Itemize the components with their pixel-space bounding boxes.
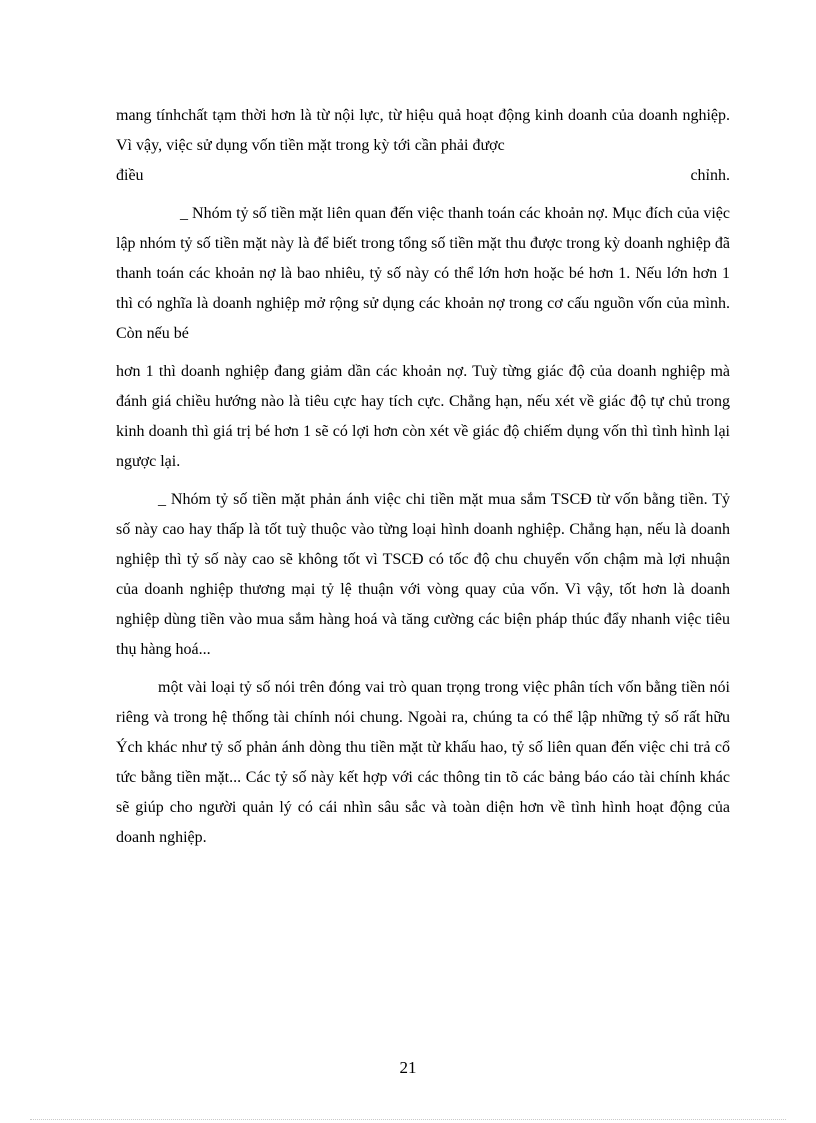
paragraph-2-part-2: hơn 1 thì doanh nghiệp đang giảm dần các khoản nợ. Tuỳ từng giác độ của doanh nghiệp mà đánh giá chiều hướng nào là tiêu cực hay tích cực. Chẳng hạn, nếu xét về giác độ tự chủ trong kinh doanh thì giá trị bé hơn 1 sẽ có lợi hơn còn xét về giác độ chiếm dụng vốn thì tình hình lại ngược lại. (116, 363, 730, 470)
paragraph-4: một vài loại tỷ số nói trên đóng vai trò quan trọng trong việc phân tích vốn bằng tiền nói riêng và trong hệ thống tài chính nói chung. Ngoài ra, chúng ta có thể lập những tỷ số rất hữu Ých khác như tỷ số phản ánh dòng thu tiền mặt từ khấu hao, tỷ số liên quan đến việc chi trả cổ tức bằng tiền mặt... Các tỷ số này kết hợp với các thông tin tõ các bảng báo cáo tài chính khác sẽ giúp cho người quản lý có cái nhìn sâu sắc và toàn diện hơn về tình hình hoạt động của doanh nghiệp. (116, 679, 730, 846)
footer-divider (30, 1119, 786, 1120)
paragraph-2-part-1: _ Nhóm tỷ số tiền mặt liên quan đến việc thanh toán các khoản nợ. Mục đích của việc lập nhóm tỷ số tiền mặt này là để biết trong tổng số tiền mặt thu được trong kỳ doanh nghiệp đã thanh toán các khoản nợ là bao nhiêu, tỷ số này có thể lớn hơn hoặc bé hơn 1. Nếu lớn hơn 1 thì có nghĩa là doanh nghiệp mở rộng sử dụng các khoản nợ trong cơ cấu nguồn vốn của mình. Còn nếu bé (116, 205, 730, 342)
page-number: 21 (399, 1058, 417, 1077)
paragraph-1-part-1: mang tínhchất tạm thời hơn là từ nội lực, từ hiệu quả hoạt động kinh doanh của doanh nghiệp. Vì vậy, việc sử dụng vốn tiền mặt trong kỳ tới cần phải được (116, 107, 730, 154)
body-text (116, 101, 730, 853)
paragraph-3: _ Nhóm tỷ số tiền mặt phản ánh việc chi tiền mặt mua sắm TSCĐ từ vốn bằng tiền. Tỷ số này cao hay thấp là tốt tuỳ thuộc vào từng loại hình doanh nghiệp. Chẳng hạn, nếu là doanh nghiệp thì tỷ số này cao sẽ không tốt vì TSCĐ có tốc độ chu chuyển vốn chậm mà lợi nhuận của doanh nghiệp thương mại tỷ lệ thuận với vòng quay của vốn. Vì vậy, tốt hơn là doanh nghiệp dùng tiền vào mua sắm hàng hoá và tăng cường các biện pháp thúc đẩy nhanh việc tiêu thụ hàng hoá... (116, 491, 730, 658)
paragraph-1-part-2: điều chỉnh. (116, 167, 730, 184)
